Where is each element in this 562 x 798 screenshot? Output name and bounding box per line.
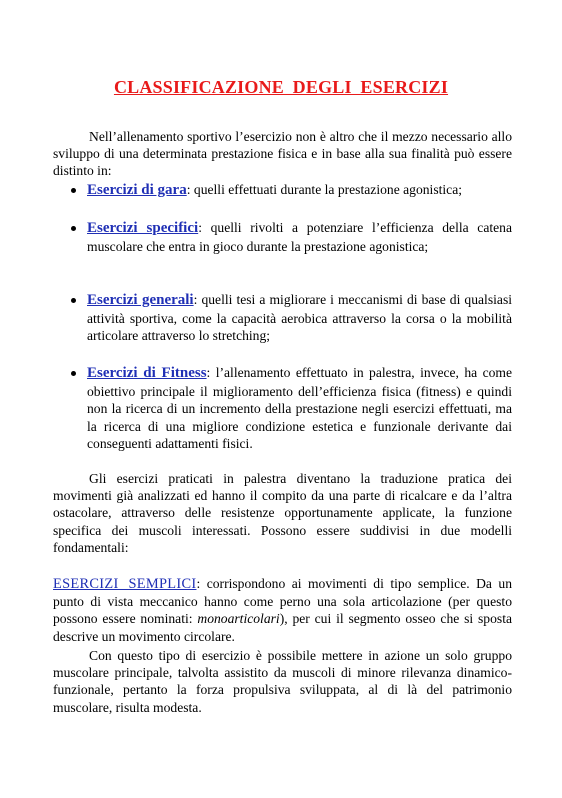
- list-item-text: : l’allenamento effettuato in palestra, invece, ha come obiettivo principale il miglioramento dell’efficienza fisica (fitness) e quindi non la ricerca di un incremento della prestazione negli esercizi effettuati, ma la ricerca di una migliore condizione estetica e funzionale derivante dai conseguenti adattamenti fisici.: [87, 365, 513, 452]
- term-esercizi-di-gara: Esercizi di gara: [87, 182, 187, 198]
- body-paragraph: Gli esercizi praticati in palestra diventano la traduzione pratica dei movimenti già analizzati ed hanno il compito da una parte di ricalcare e da l’altra ostacolare, attraverso delle resistenze opportunamente applicate, la funzione specifica dei muscoli interessati. Possono essere suddivisi in due modelli fondamentali:: [53, 471, 512, 555]
- term-esercizi-semplici: ESERCIZI SEMPLICI: [53, 576, 197, 592]
- esercizi-semplici-paragraph: [53, 575, 512, 645]
- term-esercizi-di-fitness: Esercizi di Fitness: [87, 365, 207, 381]
- list-item-text: : quelli effettuati durante la prestazione agonistica;: [186, 182, 463, 197]
- term-esercizi-specifici: Esercizi specifici: [87, 220, 199, 236]
- list-item: [87, 181, 512, 200]
- term-esercizi-generali: Esercizi generali: [87, 292, 194, 308]
- bullet-icon: [71, 371, 76, 376]
- list-item: [87, 219, 512, 255]
- bullet-icon: [71, 226, 76, 231]
- bullet-icon: [71, 298, 76, 303]
- list-item: [87, 291, 512, 345]
- page-title: CLASSIFICAZIONE DEGLI ESERCIZI: [113, 77, 449, 97]
- list-item-text: : quelli rivolti a potenziare l’efficienza della catena muscolare che entra in gioco durante la prestazione agonistica;: [87, 220, 513, 254]
- list-item: [87, 364, 512, 453]
- intro-paragraph: Nell’allenamento sportivo l’esercizio non è altro che il mezzo necessario allo sviluppo di una determinata prestazione fisica e in base alla sua finalità può essere distinto in:: [53, 129, 512, 179]
- list-item-text: : quelli tesi a migliorare i meccanismi di base di qualsiasi attività sportiva, come la capacità aerobica attraverso la corsa o la mobilità articolare attraverso lo stretching;: [87, 292, 513, 344]
- semplici-italic-term: monoarticolari: [197, 611, 280, 627]
- body-paragraph: Con questo tipo di esercizio è possibile mettere in azione un solo gruppo muscolare principale, talvolta assistito da muscoli di minore rilevanza dinamico-funzionale, pertanto la forza propulsiva sviluppata, al di là del patrimonio muscolare, risulta modesta.: [53, 648, 512, 715]
- semplici-text-after: ), per cui il segmento osseo che si sposta descrive un movimento circolare.: [53, 611, 512, 644]
- semplici-text-before: : corrispondono ai movimenti di tipo semplice. Da un punto di vista meccanico hanno come perno una sola articolazione (per questo possono essere nominati:: [53, 576, 512, 627]
- bullet-icon: [71, 188, 76, 193]
